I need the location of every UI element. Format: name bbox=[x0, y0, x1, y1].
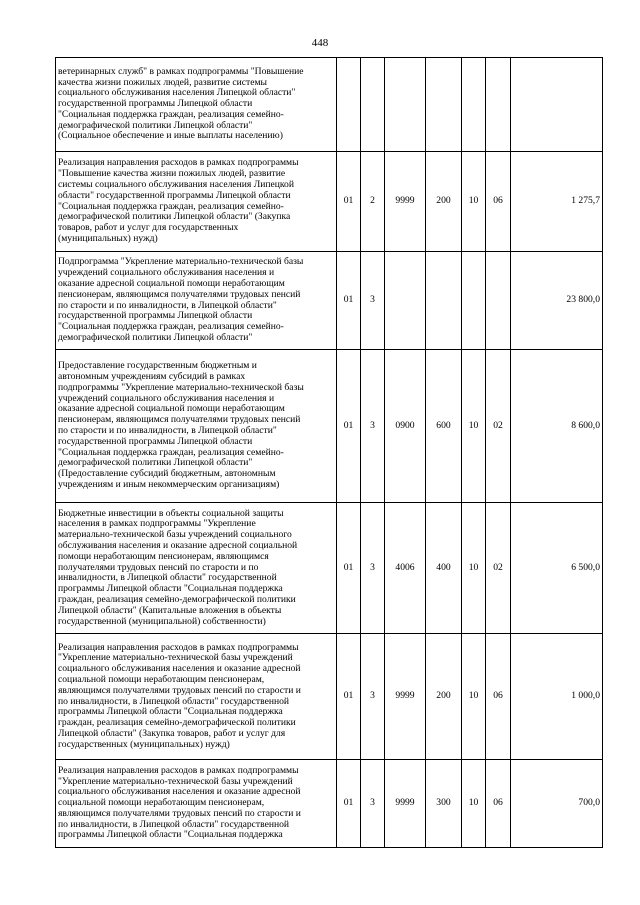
cell-code-3: 9999 bbox=[385, 634, 426, 760]
table-row bbox=[56, 503, 603, 634]
cell-code-5: 10 bbox=[462, 634, 486, 760]
table-row bbox=[56, 634, 603, 760]
table-row bbox=[56, 252, 603, 350]
cell-code-6: 02 bbox=[486, 350, 511, 503]
cell-code-5: 10 bbox=[462, 350, 486, 503]
cell-code-5 bbox=[462, 58, 486, 152]
cell-code-2: 3 bbox=[361, 503, 385, 634]
cell-code-1: 01 bbox=[337, 252, 361, 350]
cell-code-1 bbox=[337, 58, 361, 152]
cell-code-2: 3 bbox=[361, 350, 385, 503]
cell-code-2: 3 bbox=[361, 634, 385, 760]
row-description: ветеринарных служб" в рамках подпрограммы "Повышение качества жизни пожилых людей, развитие системы социального обслуживания населения Липецкой области" государственной программы Липецкой области "Социальная поддержка граждан, реализация семейно- демографической политики Липецкой области" (Социальное обеспечение и иные выплаты населению) bbox=[56, 58, 337, 152]
row-description: Подпрограмма "Укрепление материально-технической базы учреждений социального обслуживания населения и оказание адресной социальной помощи неработающим пенсионерам, являющимся получателями трудовых пенсий по старости и по инвалидности, в Липецкой области" государственной программы Липецкой области "Социальная поддержка граждан, реализация семейно- демографической политики Липецкой области" bbox=[56, 252, 337, 350]
cell-amount: 8 600,0 bbox=[511, 350, 603, 503]
cell-code-3: 0900 bbox=[385, 350, 426, 503]
cell-code-2: 2 bbox=[361, 152, 385, 252]
cell-code-2: 3 bbox=[361, 252, 385, 350]
cell-code-4: 200 bbox=[426, 634, 462, 760]
row-description: Бюджетные инвестиции в объекты социальной защиты населения в рамках подпрограммы "Укрепление материально-технической базы учреждений социального обслуживания населения и оказание адресной социальной помощи неработающим пенсионерам, являющимся получателями трудовых пенсий по старости и по инвалидности, в Липецкой области" государственной программы Липецкой области "Социальная поддержка граждан, реализация семейно-демографической политики Липецкой области" (Капитальные вложения в объекты государственной (муниципальной) собственности) bbox=[56, 503, 337, 634]
cell-amount: 1 275,7 bbox=[511, 152, 603, 252]
budget-table bbox=[55, 57, 603, 848]
cell-code-2: 3 bbox=[361, 760, 385, 848]
table-row bbox=[56, 760, 603, 848]
row-description: Реализация направления расходов в рамках подпрограммы "Укрепление материально-технической базы учреждений социального обслуживания населения и оказание адресной социальной помощи неработающим пенсионерам, являющимся получателями трудовых пенсий по старости и по инвалидности, в Липецкой области" государственной программы Липецкой области "Социальная поддержка граждан, реализация семейно-демографической политики Липецкой области" (Закупка товаров, работ и услуг для государственных (муниципальных) нужд) bbox=[56, 634, 337, 760]
cell-code-6: 02 bbox=[486, 503, 511, 634]
cell-code-1: 01 bbox=[337, 634, 361, 760]
cell-amount bbox=[511, 58, 603, 152]
cell-amount: 23 800,0 bbox=[511, 252, 603, 350]
cell-code-3 bbox=[385, 252, 426, 350]
cell-code-3 bbox=[385, 58, 426, 152]
cell-code-6: 06 bbox=[486, 760, 511, 848]
cell-code-4: 200 bbox=[426, 152, 462, 252]
cell-code-3: 9999 bbox=[385, 760, 426, 848]
cell-code-6 bbox=[486, 58, 511, 152]
row-description: Реализация направления расходов в рамках подпрограммы "Повышение качества жизни пожилых людей, развитие системы социального обслуживания населения Липецкой области" государственной программы Липецкой области "Социальная поддержка граждан, реализация семейно- демографической политики Липецкой области" (Закупка товаров, работ и услуг для государственных (муниципальных) нужд) bbox=[56, 152, 337, 252]
table-row bbox=[56, 58, 603, 152]
row-description: Реализация направления расходов в рамках подпрограммы "Укрепление материально-технической базы учреждений социального обслуживания населения и оказание адресной социальной помощи неработающим пенсионерам, являющимся получателями трудовых пенсий по старости и по инвалидности, в Липецкой области" государственной программы Липецкой области "Социальная поддержка bbox=[56, 760, 337, 848]
table-row bbox=[56, 350, 603, 503]
row-description: Предоставление государственным бюджетным и автономным учреждениям субсидий в рамках подпрограммы "Укрепление материально-технической базы учреждений социального обслуживания населения и оказание адресной социальной помощи неработающим пенсионерам, являющимся получателями трудовых пенсий по старости и по инвалидности, в Липецкой области" государственной программы Липецкой области "Социальная поддержка граждан, реализация семейно- демографической политики Липецкой области" (Предоставление субсидий бюджетным, автономным учреждениям и иным некоммерческим организациям) bbox=[56, 350, 337, 503]
cell-code-4: 300 bbox=[426, 760, 462, 848]
cell-code-5 bbox=[462, 252, 486, 350]
cell-code-5: 10 bbox=[462, 503, 486, 634]
cell-code-4: 400 bbox=[426, 503, 462, 634]
cell-code-4: 600 bbox=[426, 350, 462, 503]
cell-amount: 700,0 bbox=[511, 760, 603, 848]
cell-code-1: 01 bbox=[337, 503, 361, 634]
cell-amount: 6 500,0 bbox=[511, 503, 603, 634]
cell-code-1: 01 bbox=[337, 760, 361, 848]
cell-code-6: 06 bbox=[486, 634, 511, 760]
cell-code-4 bbox=[426, 58, 462, 152]
cell-code-3: 9999 bbox=[385, 152, 426, 252]
cell-code-3: 4006 bbox=[385, 503, 426, 634]
cell-code-1: 01 bbox=[337, 350, 361, 503]
cell-code-6 bbox=[486, 252, 511, 350]
cell-code-5: 10 bbox=[462, 152, 486, 252]
cell-code-5: 10 bbox=[462, 760, 486, 848]
cell-code-1: 01 bbox=[337, 152, 361, 252]
cell-code-6: 06 bbox=[486, 152, 511, 252]
cell-amount: 1 000,0 bbox=[511, 634, 603, 760]
cell-code-4 bbox=[426, 252, 462, 350]
cell-code-2 bbox=[361, 58, 385, 152]
table-row bbox=[56, 152, 603, 252]
page-number: 448 bbox=[311, 37, 329, 49]
